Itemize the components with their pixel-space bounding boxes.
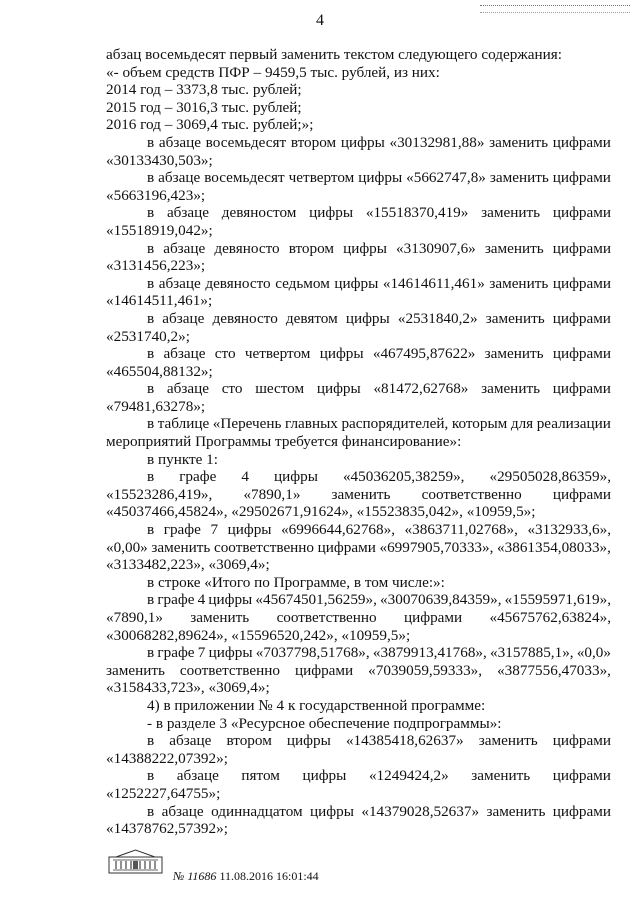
document-number: № 11686 — [173, 869, 217, 883]
text-line: в графе 4 цифры «45036205,38259», «29505028,86359», — [147, 468, 611, 486]
text-line: в графе 7 цифры «7037798,51768», «3879913,41768», «3157885,1», «0,0» — [147, 644, 611, 662]
text-line: «15518919,042»; — [106, 221, 213, 239]
text-line: «14614511,461»; — [106, 292, 213, 310]
text-line: в абзаце восемьдесят втором цифры «30132981,88» заменить цифрами — [147, 133, 611, 151]
text-line: 4) в приложении № 4 к государственной программе: — [147, 696, 486, 714]
text-line: «0,00» заменить соответственно цифрами «6997905,70333», «3861354,08033», — [106, 538, 611, 556]
text-line: в абзаце пятом цифры «1249424,2» заменить цифрами — [147, 767, 611, 785]
text-line: в абзаце втором цифры «14385418,62637» заменить цифрами — [147, 732, 611, 750]
text-line: - в разделе 3 «Ресурсное обеспечение подпрограммы»: — [147, 714, 502, 732]
text-line: в графе 4 цифры «45674501,56259», «30070639,84359», «15595971,619», — [147, 591, 611, 609]
text-line: в абзаце восемьдесят четвертом цифры «5662747,8» заменить цифрами — [147, 169, 611, 187]
text-line: «3158433,723», «3069,4»; — [106, 679, 270, 697]
stamp-logo — [108, 848, 163, 874]
text-line: в абзаце девяносто втором цифры «3130907,6» заменить цифрами — [147, 239, 611, 257]
text-line: 2016 год – 3069,4 тыс. рублей;»; — [106, 116, 314, 134]
text-line: «14388222,07392»; — [106, 749, 228, 767]
text-line: в абзаце сто шестом цифры «81472,62768» заменить цифрами — [147, 380, 611, 398]
text-line: «15523286,419», «7890,1» заменить соответственно цифрами — [106, 485, 611, 503]
text-line: в графе 7 цифры «6996644,62768», «3863711,02768», «3132933,6», — [147, 521, 611, 539]
text-line: 2014 год – 3373,8 тыс. рублей; — [106, 81, 302, 99]
text-line: «2531740,2»; — [106, 327, 190, 345]
text-line: «7890,1» заменить соответственно цифрами «45675762,63824», — [106, 609, 611, 626]
text-line: абзац восемьдесят первый заменить текстом следующего содержания: — [106, 46, 562, 63]
text-line: «465504,88132»; — [106, 362, 213, 380]
text-line: «79481,63278»; — [106, 397, 206, 415]
text-line: в абзаце девяносто девятом цифры «2531840,2» заменить цифрами — [147, 309, 611, 327]
text-line: в строке «Итого по Программе, в том числе:»: — [147, 573, 445, 591]
text-line: в пункте 1: — [147, 450, 218, 468]
document-datetime: 11.08.2016 16:01:44 — [219, 869, 319, 883]
text-line: заменить соответственно цифрами «7039059,59333», «3877556,47033», — [106, 661, 611, 679]
footer-registration — [173, 868, 319, 886]
text-line: «30068282,89624», «15596520,242», «10959,5»; — [106, 626, 411, 644]
text-line: «- объем средств ПФР – 9459,5 тыс. рублей, из них: — [106, 63, 440, 81]
text-line: мероприятий Программы требуется финансирование»: — [106, 433, 462, 451]
text-line: «14378762,57392»; — [106, 820, 228, 838]
text-line: «30133430,503»; — [106, 151, 213, 169]
text-line: «3133482,223», «3069,4»; — [106, 556, 270, 574]
text-line: 2015 год – 3016,3 тыс. рублей; — [106, 98, 302, 116]
text-line: «1252227,64755»; — [106, 784, 221, 802]
text-line: «3131456,223»; — [106, 257, 206, 275]
text-line: в абзаце девяностом цифры «15518370,419» заменить цифрами — [147, 204, 611, 222]
text-line: «45037466,45824», «29502671,91624», «15523835,042», «10959,5»; — [106, 503, 536, 521]
document-body — [106, 46, 611, 838]
text-line: «5663196,423»; — [106, 186, 206, 204]
text-line: в абзаце одиннадцатом цифры «14379028,52637» заменить цифрами — [147, 802, 611, 820]
text-line: в таблице «Перечень главных распорядителей, которым для реализации — [147, 415, 611, 433]
page-number: 4 — [316, 12, 324, 29]
text-line: в абзаце сто четвертом цифры «467495,87622» заменить цифрами — [147, 345, 611, 363]
text-line: в абзаце девяносто седьмом цифры «14614611,461» заменить цифрами — [147, 274, 611, 292]
